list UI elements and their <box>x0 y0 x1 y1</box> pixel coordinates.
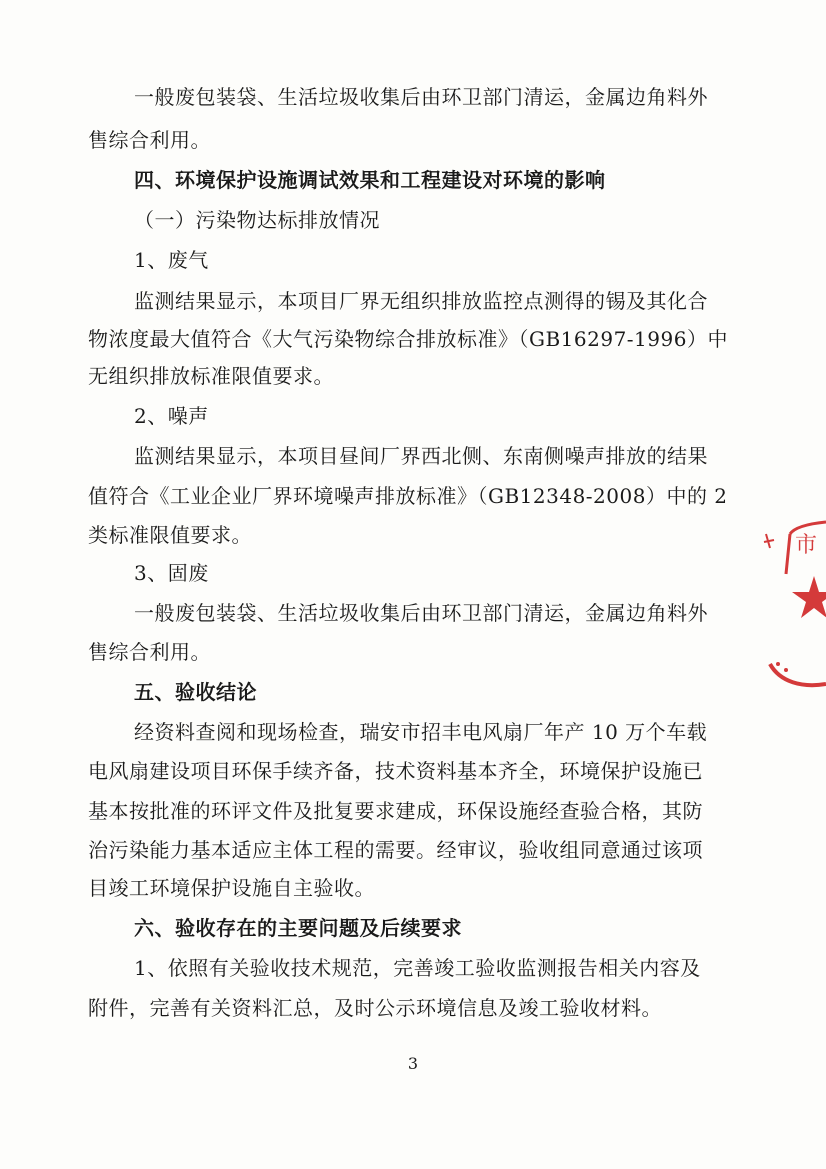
paragraph-line: 经资料查阅和现场检查，瑞安市招丰电风扇厂年产 10 万个车载 <box>134 720 708 744</box>
item-heading-solid: 3、固废 <box>134 561 209 585</box>
subsection-heading: （一）污染物达标排放情况 <box>134 208 380 232</box>
item-heading-noise: 2、噪声 <box>134 404 209 428</box>
paragraph-line: 售综合利用。 <box>88 128 211 152</box>
paragraph-line: 售综合利用。 <box>88 640 211 664</box>
paragraph-line: 物浓度最大值符合《大气污染物综合排放标准》（GB16297-1996）中 <box>88 327 728 351</box>
section-heading-4: 四、环境保护设施调试效果和工程建设对环境的影响 <box>134 168 606 192</box>
paragraph-line: 一般废包装袋、生活垃圾收集后由环卫部门清运，金属边角料外 <box>134 601 708 625</box>
paragraph-line: 无组织排放标准限值要求。 <box>88 364 334 388</box>
paragraph-line: 值符合《工业企业厂界环境噪声排放标准》（GB12348-2008）中的 2 <box>88 484 728 508</box>
paragraph-line: 监测结果显示，本项目厂界无组织排放监控点测得的锡及其化合 <box>134 289 708 313</box>
paragraph-line: 附件，完善有关资料汇总，及时公示环境信息及竣工验收材料。 <box>88 996 662 1020</box>
paragraph-line: 类标准限值要求。 <box>88 523 252 547</box>
seal-visible-character: 市 <box>795 533 818 558</box>
paragraph-line: 1、依照有关验收技术规范，完善竣工验收监测报告相关内容及 <box>134 956 701 980</box>
paragraph-line: 电风扇建设项目环保手续齐备，技术资料基本齐全，环境保护设施已 <box>88 759 703 783</box>
paragraph-line: 基本按批准的环评文件及批复要求建成，环保设施经查验合格，其防 <box>88 799 703 823</box>
paragraph-line: 目竣工环境保护设施自主验收。 <box>88 876 375 900</box>
paragraph-line: 一般废包装袋、生活垃圾收集后由环卫部门清运，金属边角料外 <box>134 85 708 109</box>
section-heading-6: 六、验收存在的主要问题及后续要求 <box>134 916 462 940</box>
item-heading-gas: 1、废气 <box>134 248 209 272</box>
page-number: 3 <box>407 1054 419 1073</box>
paragraph-line: 治污染能力基本适应主体工程的需要。经审议，验收组同意通过该项 <box>88 838 703 862</box>
paragraph-line: 监测结果显示，本项目昼间厂界西北侧、东南侧噪声排放的结果 <box>134 444 708 468</box>
section-heading-5: 五、验收结论 <box>134 680 257 704</box>
